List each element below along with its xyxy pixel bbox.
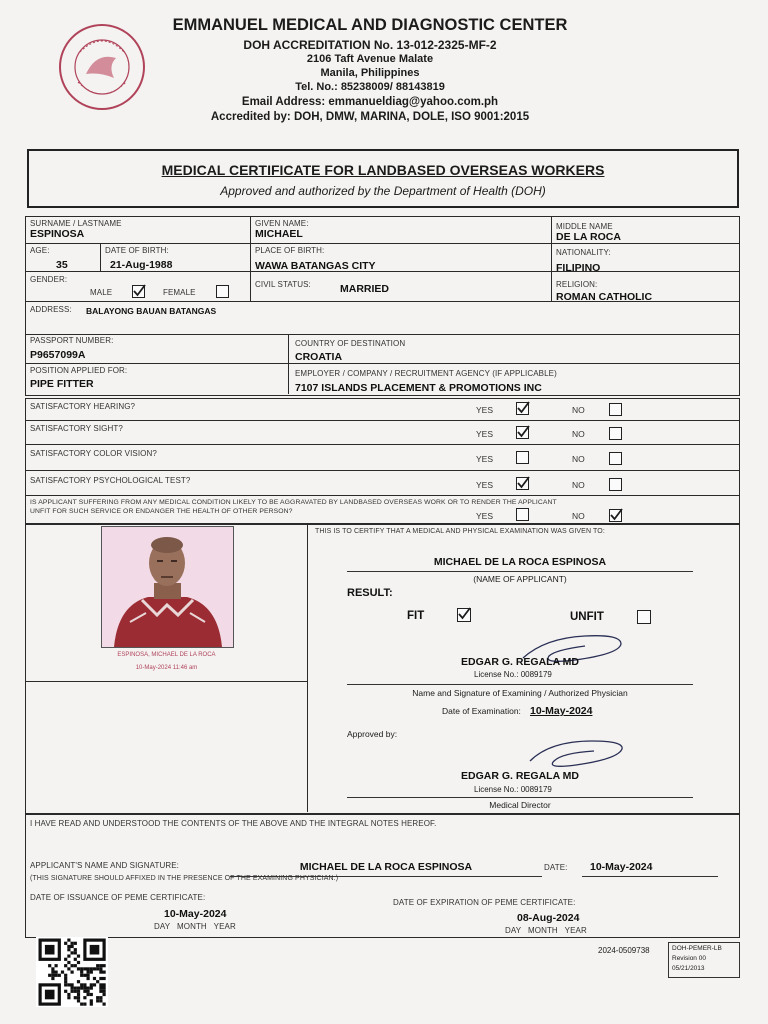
condition-no-checkbox[interactable] bbox=[609, 509, 622, 522]
exam-date-label: Date of Examination: bbox=[442, 706, 521, 716]
form-code: DOH-PEMER-LB bbox=[672, 945, 722, 952]
clinic-telephone: Tel. No.: 85238009/ 88143819 bbox=[295, 81, 445, 93]
issuance-date-value: 10-May-2024 bbox=[164, 908, 227, 920]
pob-label: PLACE OF BIRTH: bbox=[255, 246, 325, 255]
applicant-signature-label: APPLICANT'S NAME AND SIGNATURE: bbox=[30, 861, 179, 870]
issuance-dmy-caption: DAY MONTH YEAR bbox=[154, 922, 236, 931]
condition-question-line1: IS APPLICANT SUFFERING FROM ANY MEDICAL CONDITION LIKELY TO BE AGGRAVATED BY LANDBASED OVERSEAS WORK OR TO RENDER THE APPLICANT bbox=[30, 499, 557, 506]
gender-label: GENDER: bbox=[30, 275, 68, 284]
dob-value: 21-Aug-1988 bbox=[110, 259, 173, 271]
question-text: SATISFACTORY HEARING? bbox=[30, 402, 136, 411]
dob-label: DATE OF BIRTH: bbox=[105, 246, 169, 255]
no-label: NO bbox=[572, 511, 585, 521]
yes-label: YES bbox=[476, 405, 494, 415]
country-label: COUNTRY OF DESTINATION bbox=[295, 339, 406, 348]
form-revision: Revision 00 bbox=[672, 955, 706, 962]
passport-value: P9657099A bbox=[30, 349, 86, 361]
acknowledgement-text: I HAVE READ AND UNDERSTOOD THE CONTENTS OF THE ABOVE AND THE INTEGRAL NOTES HEREOF. bbox=[30, 819, 437, 828]
religion-value: ROMAN CATHOLIC bbox=[556, 291, 653, 303]
photo-caption-time: 10-May-2024 11:46 am bbox=[135, 665, 198, 671]
clinic-email: Email Address: emmanueldiag@yahoo.com.ph bbox=[241, 96, 499, 108]
certified-applicant-name: MICHAEL DE LA ROCA ESPINOSA bbox=[433, 556, 607, 568]
form-code-box bbox=[668, 942, 740, 978]
control-number: 2024-0509738 bbox=[598, 946, 650, 955]
psychological-yes-checkbox[interactable] bbox=[516, 477, 529, 490]
no-label: NO bbox=[572, 429, 585, 439]
address-label: ADDRESS: bbox=[30, 305, 72, 314]
director-caption: Medical Director bbox=[489, 800, 551, 810]
certificate-title: MEDICAL CERTIFICATE FOR LANDBASED OVERSEAS WORKERS bbox=[161, 162, 605, 178]
hearing-no-checkbox[interactable] bbox=[609, 403, 622, 416]
question-text: SATISFACTORY PSYCHOLOGICAL TEST? bbox=[30, 476, 191, 485]
middle-name-value: DE LA ROCA bbox=[556, 231, 621, 243]
applicant-signature-name: MICHAEL DE LA ROCA ESPINOSA bbox=[299, 861, 473, 873]
yes-label: YES bbox=[476, 454, 494, 464]
color-vision-yes-checkbox[interactable] bbox=[516, 451, 529, 464]
sight-no-checkbox[interactable] bbox=[609, 427, 622, 440]
no-label: NO bbox=[572, 454, 585, 464]
given-name-label: GIVEN NAME: bbox=[255, 219, 309, 228]
yes-label: YES bbox=[476, 480, 494, 490]
fit-label: FIT bbox=[407, 610, 425, 622]
age-value: 35 bbox=[56, 259, 68, 271]
physician-name: EDGAR G. REGALA MD bbox=[460, 656, 580, 668]
applicant-photo bbox=[101, 526, 234, 648]
clinic-accredited-by: Accredited by: DOH, DMW, MARINA, DOLE, ISO 9001:2015 bbox=[210, 111, 530, 123]
name-of-applicant-caption: (NAME OF APPLICANT) bbox=[473, 574, 567, 584]
male-label: MALE bbox=[90, 288, 113, 297]
certificate-title-box bbox=[27, 149, 739, 208]
clinic-seal bbox=[56, 22, 148, 112]
given-name-value: MICHAEL bbox=[255, 228, 303, 240]
director-license: License No.: 0089179 bbox=[474, 785, 552, 794]
physician-caption: Name and Signature of Examining / Authorized Physician bbox=[412, 688, 628, 698]
no-label: NO bbox=[572, 405, 585, 415]
employer-value: 7107 ISLANDS PLACEMENT & PROMOTIONS INC bbox=[295, 382, 542, 394]
unfit-label: UNFIT bbox=[570, 611, 604, 623]
qr-code bbox=[36, 937, 108, 1007]
signature-note: (THIS SIGNATURE SHOULD AFFIXED IN THE PRESENCE OF THE EXAMINING PHYSICIAN.) bbox=[30, 875, 339, 882]
director-signature bbox=[520, 735, 635, 773]
surname-label: SURNAME / LASTNAME bbox=[30, 219, 122, 228]
certificate-subtitle: Approved and authorized by the Department of Health (DOH) bbox=[220, 184, 546, 198]
question-text: SATISFACTORY COLOR VISION? bbox=[30, 449, 157, 458]
yes-label: YES bbox=[476, 511, 494, 521]
clinic-address-city: Manila, Philippines bbox=[320, 67, 420, 79]
pob-value: WAWA BATANGAS CITY bbox=[255, 260, 376, 272]
clinic-name: EMMANUEL MEDICAL AND DIAGNOSTIC CENTER bbox=[172, 16, 568, 34]
condition-question-line2: UNFIT FOR SUCH SERVICE OR ENDANGER THE HEALTH OF OTHER PERSON? bbox=[30, 508, 293, 515]
surname-value: ESPINOSA bbox=[30, 228, 85, 240]
passport-label: PASSPORT NUMBER: bbox=[30, 336, 114, 345]
signature-date-label: DATE: bbox=[544, 863, 568, 872]
age-label: AGE: bbox=[30, 246, 50, 255]
civil-status-label: CIVIL STATUS: bbox=[255, 280, 311, 289]
male-checkbox[interactable] bbox=[132, 285, 145, 298]
issuance-date-label: DATE OF ISSUANCE OF PEME CERTIFICATE: bbox=[30, 893, 206, 902]
expiration-dmy-caption: DAY MONTH YEAR bbox=[505, 926, 587, 935]
civil-status-value: MARRIED bbox=[340, 283, 389, 295]
country-value: CROATIA bbox=[295, 351, 343, 363]
unfit-checkbox[interactable] bbox=[637, 610, 651, 624]
signature-date-value: 10-May-2024 bbox=[590, 861, 653, 873]
female-checkbox[interactable] bbox=[216, 285, 229, 298]
female-label: FEMALE bbox=[163, 288, 196, 297]
psychological-no-checkbox[interactable] bbox=[609, 478, 622, 491]
address-value: BALAYONG BAUAN BATANGAS bbox=[86, 306, 217, 316]
certification-intro: THIS IS TO CERTIFY THAT A MEDICAL AND PHYSICAL EXAMINATION WAS GIVEN TO: bbox=[315, 528, 605, 535]
yes-label: YES bbox=[476, 429, 494, 439]
position-label: POSITION APPLIED FOR: bbox=[30, 366, 128, 375]
middle-name-label: MIDDLE NAME bbox=[556, 222, 613, 231]
religion-label: RELIGION: bbox=[556, 280, 598, 289]
form-revision-date: 05/21/2013 bbox=[672, 965, 705, 972]
director-name: EDGAR G. REGALA MD bbox=[460, 770, 580, 782]
physician-license: License No.: 0089179 bbox=[474, 670, 552, 679]
result-label: RESULT: bbox=[347, 587, 393, 599]
no-label: NO bbox=[572, 480, 585, 490]
hearing-yes-checkbox[interactable] bbox=[516, 402, 529, 415]
photo-caption-name: ESPINOSA, MICHAEL DE LA ROCA bbox=[117, 652, 216, 658]
exam-date-value: 10-May-2024 bbox=[530, 705, 593, 717]
approved-by-label: Approved by: bbox=[347, 729, 398, 739]
condition-yes-checkbox[interactable] bbox=[516, 508, 529, 521]
nationality-value: FILIPINO bbox=[556, 262, 601, 274]
accreditation-number: DOH ACCREDITATION No. 13-012-2325-MF-2 bbox=[243, 38, 497, 52]
expiration-date-label: DATE OF EXPIRATION OF PEME CERTIFICATE: bbox=[393, 898, 576, 907]
sight-yes-checkbox[interactable] bbox=[516, 426, 529, 439]
expiration-date-value: 08-Aug-2024 bbox=[517, 912, 580, 924]
fit-checkbox[interactable] bbox=[457, 608, 471, 622]
employer-label: EMPLOYER / COMPANY / RECRUITMENT AGENCY (IF APPLICABLE) bbox=[295, 369, 557, 378]
question-text: SATISFACTORY SIGHT? bbox=[30, 424, 123, 433]
clinic-address-street: 2106 Taft Avenue Malate bbox=[306, 53, 434, 65]
nationality-label: NATIONALITY: bbox=[556, 248, 611, 257]
color-vision-no-checkbox[interactable] bbox=[609, 452, 622, 465]
position-value: PIPE FITTER bbox=[30, 378, 94, 390]
